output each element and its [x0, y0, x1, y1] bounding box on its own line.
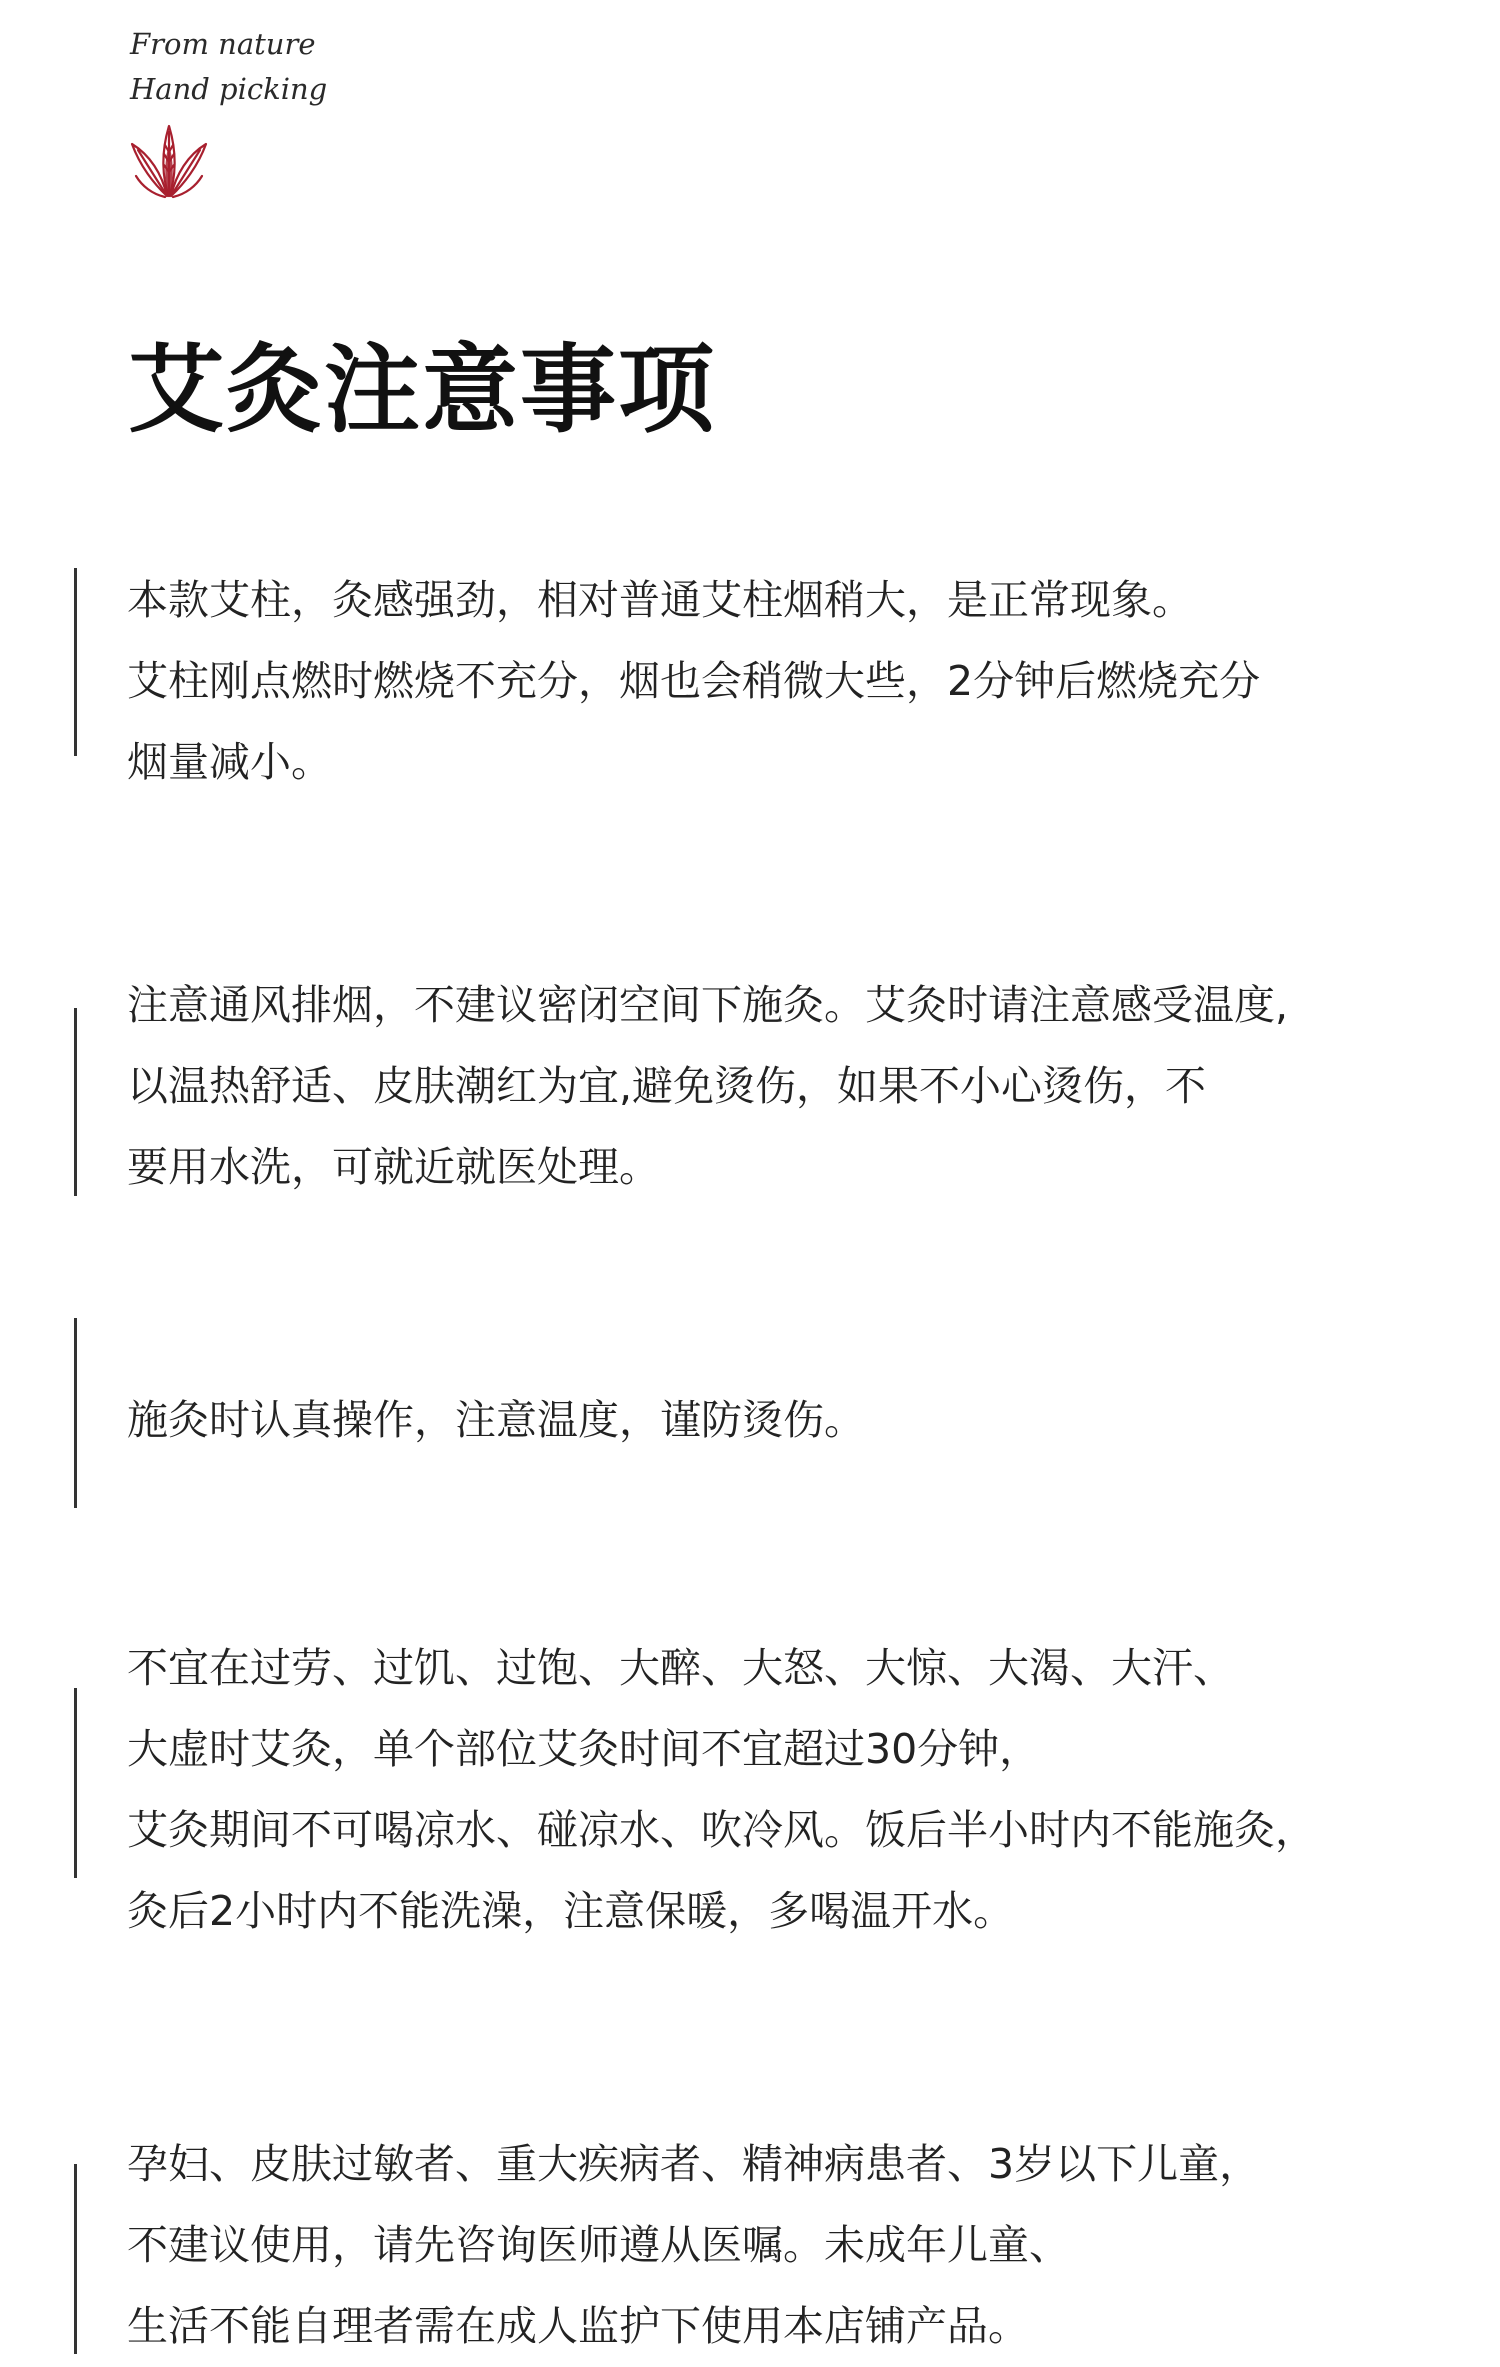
text-line: 艾灸期间不可喝凉水、碰凉水、吹冷风。饭后半小时内不能施灸， — [127, 1806, 1316, 1854]
section-text — [127, 1628, 1316, 1952]
text-line: 施灸时认真操作，注意温度，谨防烫伤。 — [127, 1396, 865, 1444]
tagline-line-1: From nature — [130, 27, 316, 61]
section-text — [127, 1380, 865, 1461]
text-line: 灸后2小时内不能洗澡，注意保暖，多喝温开水。 — [127, 1887, 1015, 1935]
text-line: 注意通风排烟，不建议密闭空间下施灸。艾灸时请注意感受温度, — [127, 981, 1289, 1029]
section-text — [127, 560, 1260, 803]
section-divider-bar — [74, 1318, 77, 1508]
tagline — [130, 22, 327, 112]
text-line: 艾柱刚点燃时燃烧不充分，烟也会稍微大些，2分钟后燃烧充分 — [127, 657, 1261, 705]
section-text — [127, 2124, 1260, 2367]
text-line: 大虚时艾灸，单个部位艾灸时间不宜超过30分钟， — [127, 1725, 1041, 1773]
section-divider-bar — [74, 1008, 77, 1196]
section-divider-bar — [74, 1688, 77, 1878]
text-line: 烟量减小。 — [127, 738, 332, 786]
red-leaf-logo-icon — [128, 122, 210, 200]
text-line: 要用水洗，可就近就医处理。 — [127, 1143, 660, 1191]
text-line: 不宜在过劳、过饥、过饱、大醉、大怒、大惊、大渴、大汗、 — [127, 1644, 1234, 1692]
section-divider-bar — [74, 568, 77, 756]
text-line: 不建议使用，请先咨询医师遵从医嘱。未成年儿童、 — [127, 2221, 1070, 2269]
text-line: 本款艾柱，灸感强劲，相对普通艾柱烟稍大，是正常现象。 — [127, 576, 1193, 624]
text-line: 生活不能自理者需在成人监护下使用本店铺产品。 — [127, 2302, 1029, 2350]
page-title: 艾灸注意事项 — [128, 333, 716, 446]
text-line: 以温热舒适、皮肤潮红为宜,避免烫伤，如果不小心烫伤，不 — [127, 1062, 1207, 1110]
section-text — [127, 965, 1288, 1208]
text-line: 孕妇、皮肤过敏者、重大疾病者、精神病患者、3岁以下儿童， — [127, 2140, 1261, 2188]
tagline-line-2: Hand picking — [130, 72, 328, 106]
section-divider-bar — [74, 2164, 77, 2354]
